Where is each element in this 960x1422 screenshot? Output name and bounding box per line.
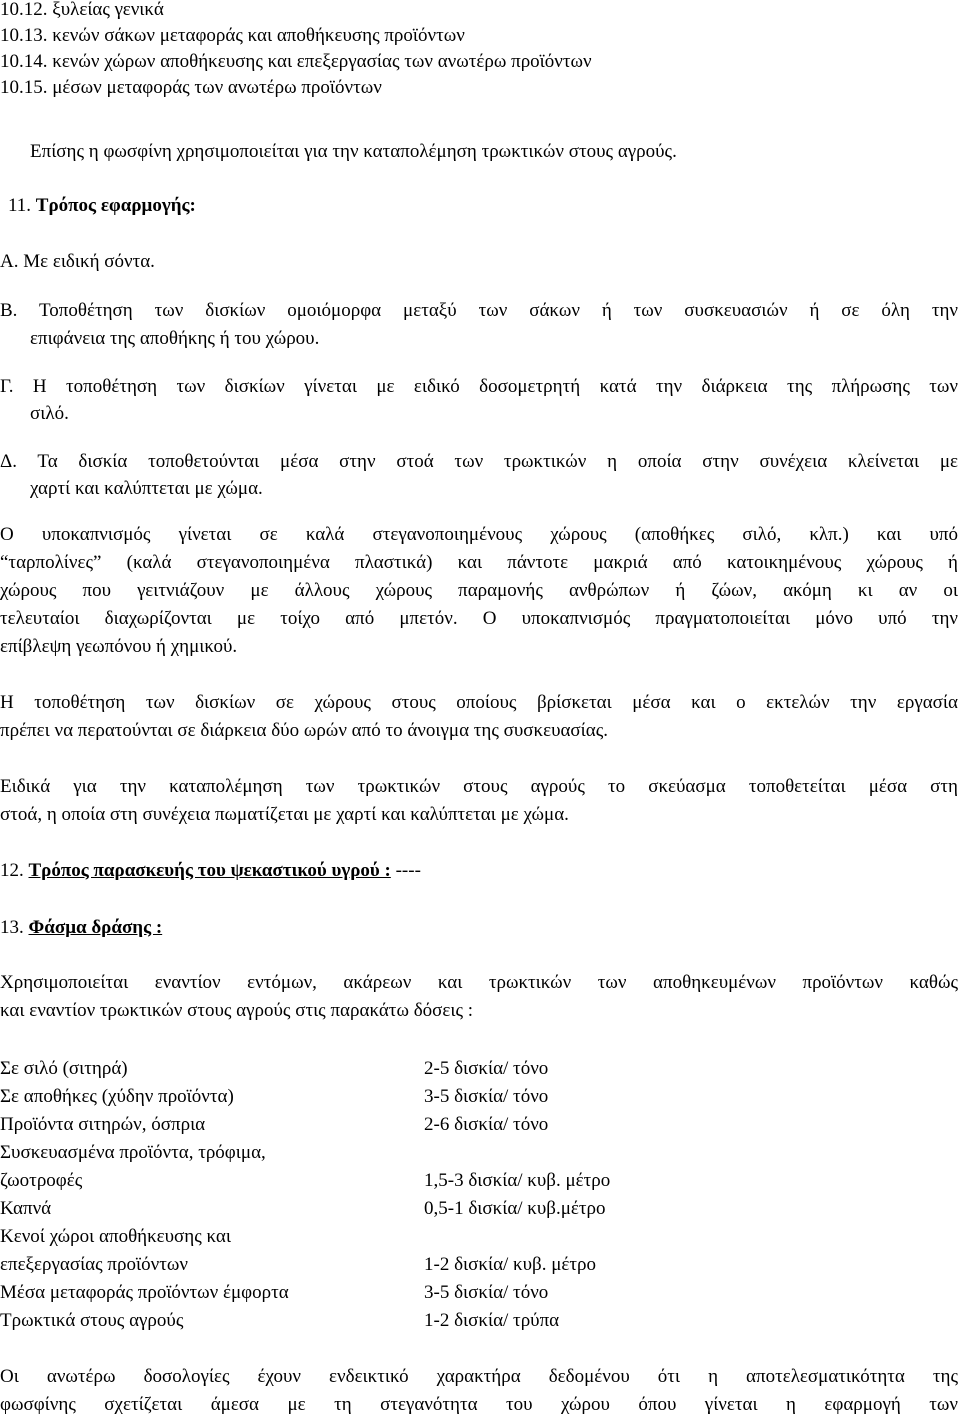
method-b-line: Β. Τοποθέτηση των δισκίων ομοιόμορφα μεταξύ των σάκων ή των συσκευασιών ή σε όλη την [0, 300, 958, 321]
method-d-line: χαρτί και καλύπτεται με χώμα. [30, 478, 263, 499]
paragraph-line: Οι ανωτέρω δοσολογίες έχουν ενδεικτικό χαρακτήρα δεδομένου ότι η αποτελεσματικότητα της [0, 1366, 958, 1387]
paragraph-line: χώρους που γειτνιάζουν με άλλους χώρους παραμονής ανθρώπων ή ζώων, ακόμη κι αν οι [0, 580, 958, 601]
table-cell-item: επεξεργασίας προϊόντων [0, 1254, 188, 1275]
section-number: 12. [0, 860, 29, 881]
paragraph-line: Ειδικά για την καταπολέμηση των τρωκτικών στους αγρούς το σκεύασμα τοποθετείται μέσα στη [0, 776, 958, 797]
section-13-heading [0, 915, 162, 941]
paragraph-line: και εναντίον τρωκτικών στους αγρούς στις παρακάτω δόσεις : [0, 1000, 474, 1021]
table-cell-dose: 3-5 δισκία/ τόνο [424, 1282, 549, 1303]
table-cell-dose: 1,5-3 δισκία/ κυβ. μέτρο [424, 1170, 611, 1191]
paragraph-line: στοά, η οποία στη συνέχεια πωματίζεται με χαρτί και καλύπτεται με χώμα. [0, 804, 569, 825]
section-12-heading [0, 858, 421, 884]
table-cell-item: Σε σιλό (σιτηρά) [0, 1058, 128, 1079]
table-cell-item: Μέσα μεταφοράς προϊόντων έμφορτα [0, 1282, 289, 1303]
paragraph-line: Χρησιμοποιείται εναντίον εντόμων, ακάρεων και τρωκτικών των αποθηκευμένων προϊόντων καθώς [0, 972, 958, 993]
table-cell-dose: 0,5-1 δισκία/ κυβ.μέτρο [424, 1198, 606, 1219]
method-a: Α. Με ειδική σόντα. [0, 251, 155, 272]
method-d-line: Δ. Τα δισκία τοποθετούνται μέσα στην στοά των τρωκτικών η οποία στην συνέχεια κλείνεται με [0, 451, 958, 472]
paragraph-line: πρέπει να περατούνται σε διάρκεια δύο ωρών από το άνοιγμα της συσκευασίας. [0, 720, 609, 741]
list-item: 10.12. ξυλείας γενικά [0, 0, 164, 20]
paragraph-line: Η τοποθέτηση των δισκίων σε χώρους στους οποίους βρίσκεται μέσα και ο εκτελών την εργασία [0, 692, 958, 713]
method-c-line: σιλό. [30, 403, 69, 424]
list-item: 10.14. κενών χώρων αποθήκευσης και επεξεργασίας των ανωτέρω προϊόντων [0, 51, 592, 72]
paragraph-line: Ο υποκαπνισμός γίνεται σε καλά στεγανοποιημένους χώρους (αποθήκες σιλό, κλπ.) και υπό [0, 524, 958, 545]
paragraph-line: φωσφίνης σχετίζεται άμεσα με τη στεγανότητα του χώρου όπου γίνεται η εφαρμογή των [0, 1394, 958, 1415]
table-cell-item: Τρωκτικά στους αγρούς [0, 1310, 184, 1331]
list-item: 10.15. μέσων μεταφοράς των ανωτέρω προϊόντων [0, 77, 382, 98]
section-title: Φάσμα δράσης : [28, 917, 163, 938]
also-paragraph: Επίσης η φωσφίνη χρησιμοποιείται για την καταπολέμηση τρωκτικών στους αγρούς. [30, 141, 677, 162]
section-title: Τρόπος παρασκευής του ψεκαστικού υγρού : [28, 860, 391, 881]
table-cell-dose: 1-2 δισκία/ τρύπα [424, 1310, 560, 1331]
paragraph-line: τελευταίοι διαχωρίζονται με τοίχο από μπετόν. Ο υποκαπνισμός πραγματοποιείται μόνο υπό την [0, 608, 958, 629]
paragraph-line: “ταρπολίνες” (καλά στεγανοποιημένα πλαστικά) και πάντοτε μακριά από κατοικημένους χώρους ή [0, 552, 958, 573]
paragraph-line: επίβλεψη γεωπόνου ή χημικού. [0, 636, 238, 657]
section-title: Τρόπος εφαρμογής: [35, 195, 196, 216]
table-cell-item: Προϊόντα σιτηρών, όσπρια [0, 1114, 206, 1135]
list-item: 10.13. κενών σάκων μεταφοράς και αποθήκευσης προϊόντων [0, 25, 465, 46]
section-value: ---- [390, 860, 421, 881]
section-number: 11. [8, 195, 36, 216]
section-11-heading [8, 193, 196, 219]
table-cell-item: Κενοί χώροι αποθήκευσης και [0, 1226, 231, 1247]
method-b-line: επιφάνεια της αποθήκης ή του χώρου. [30, 328, 320, 349]
table-cell-item: Σε αποθήκες (χύδην προϊόντα) [0, 1086, 234, 1107]
table-cell-dose: 2-5 δισκία/ τόνο [424, 1058, 549, 1079]
table-cell-dose: 3-5 δισκία/ τόνο [424, 1086, 549, 1107]
table-cell-dose: 2-6 δισκία/ τόνο [424, 1114, 549, 1135]
table-cell-item: Συσκευασμένα προϊόντα, τρόφιμα, [0, 1142, 266, 1163]
method-c-line: Γ. Η τοποθέτηση των δισκίων γίνεται με ειδικό δοσομετρητή κατά την διάρκεια της πλήρωσης των [0, 376, 958, 397]
table-cell-item: ζωοτροφές [0, 1170, 83, 1191]
table-cell-item: Καπνά [0, 1198, 52, 1219]
section-number: 13. [0, 917, 29, 938]
table-cell-dose: 1-2 δισκία/ κυβ. μέτρο [424, 1254, 596, 1275]
